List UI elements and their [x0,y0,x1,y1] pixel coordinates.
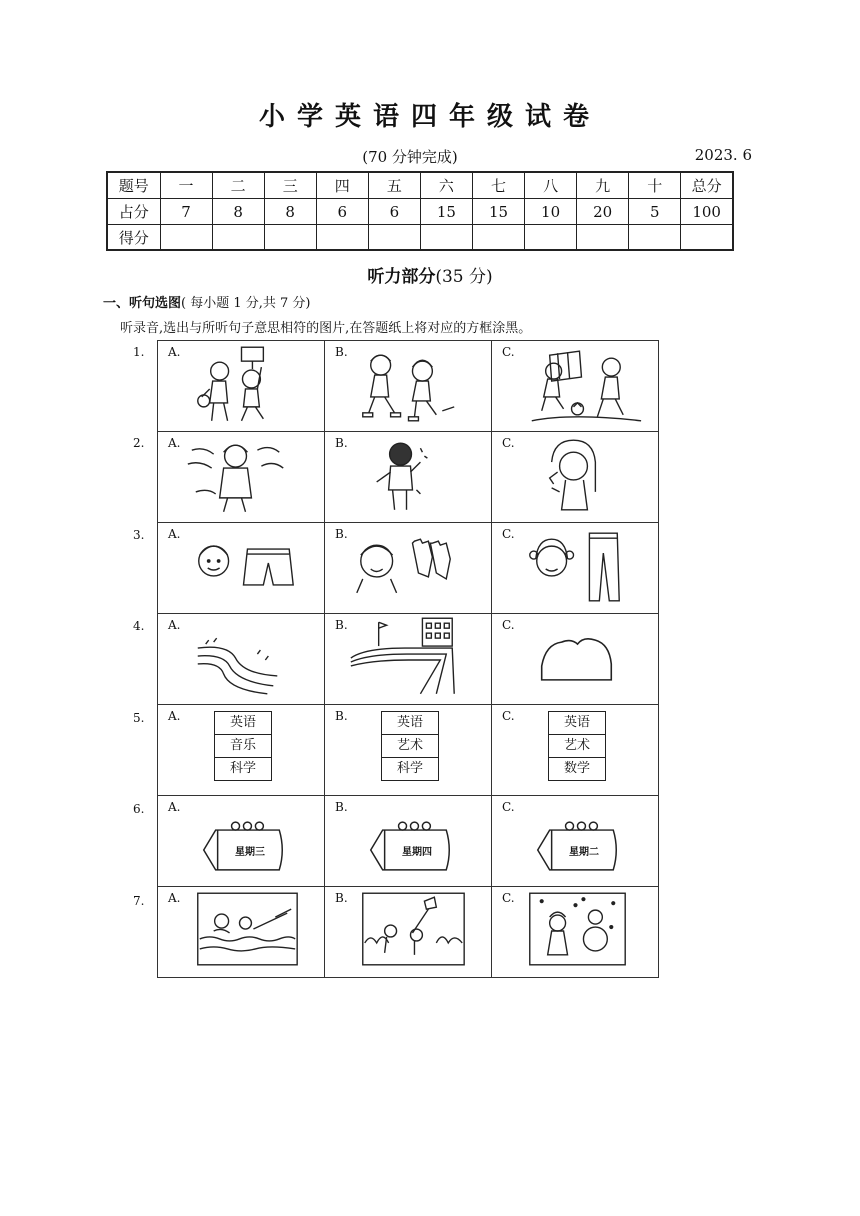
score-row-question-no [107,172,733,199]
calendar-picture [158,796,324,886]
option-cell[interactable] [158,614,325,705]
question-number: 3. [133,528,145,542]
column-header: 七 [472,172,524,199]
hill-picture [492,614,658,704]
score-row-points [107,199,733,225]
boy-and-shorts-picture [158,523,324,613]
part1-instruction: 听录音,选出与所听句子意思相符的图片,在答题纸上将对应的方框涂黑。 [120,321,532,336]
exam-title: 小学英语四年级试卷 [258,102,601,132]
option-cell[interactable] [492,523,659,614]
option-cell[interactable] [325,705,492,796]
option-cell[interactable] [492,887,659,978]
subject-cell: 艺术 [382,735,438,758]
option-cell[interactable] [492,705,659,796]
score-entry-cell[interactable] [160,225,212,251]
option-letter: C. [502,618,515,632]
score-entry-cell[interactable] [212,225,264,251]
column-header: 六 [420,172,472,199]
hot-sweaty-boy-picture [325,432,491,522]
column-header: 总分 [681,172,733,199]
subject-timetable [214,711,272,781]
option-cell[interactable] [325,887,492,978]
points-cell: 5 [629,199,681,225]
option-cell[interactable] [158,432,325,523]
score-entry-cell[interactable] [577,225,629,251]
question-number: 4. [133,619,145,633]
exam-date: 2023. 6 [694,146,752,164]
score-entry-cell[interactable] [525,225,577,251]
score-entry-cell[interactable] [316,225,368,251]
points-cell: 6 [316,199,368,225]
subject-cell: 数学 [563,761,590,776]
column-header: 一 [160,172,212,199]
column-header: 九 [577,172,629,199]
question-row [158,432,659,523]
points-cell: 6 [368,199,420,225]
river-picture [158,614,324,704]
option-letter: C. [502,891,515,905]
row-label: 题号 [107,172,160,199]
score-entry-cell[interactable] [629,225,681,251]
option-letter: B. [335,527,348,541]
option-cell[interactable] [492,796,659,887]
option-cell[interactable] [492,614,659,705]
weekday-label: 星期二 [569,847,599,858]
option-cell[interactable] [325,432,492,523]
swimming-picture [158,887,324,977]
question-number: 1. [133,345,145,359]
score-entry-cell[interactable] [420,225,472,251]
question-row [158,523,659,614]
question-number: 2. [133,436,145,450]
question-row [158,705,659,796]
part1-note: ( 每小题 1 分,共 7 分) [181,296,311,311]
weekday-label: 星期三 [235,847,265,858]
question-row [158,887,659,978]
option-letter: B. [335,709,348,723]
roller-skaters-picture [325,341,491,431]
subject-cell: 科学 [229,761,256,776]
option-letter: A. [168,527,181,541]
option-cell[interactable] [325,614,492,705]
option-letter: A. [168,345,181,359]
score-entry-cell[interactable] [368,225,420,251]
score-entry-cell[interactable] [264,225,316,251]
column-header: 八 [525,172,577,199]
question-row [158,796,659,887]
option-letter: C. [502,800,515,814]
subject-cell: 音乐 [215,735,271,758]
man-and-gloves-picture [325,523,491,613]
option-letter: B. [335,345,348,359]
option-letter: B. [335,618,348,632]
option-letter: C. [502,436,515,450]
option-cell[interactable] [325,796,492,887]
calendar-picture [492,796,658,886]
girl-and-trousers-picture [492,523,658,613]
subject-timetable [548,711,606,781]
part1-heading [103,292,311,311]
option-letter: A. [168,436,181,450]
subject-timetable [381,711,439,781]
option-letter: A. [168,800,181,814]
score-row-obtained [107,225,733,251]
points-cell: 8 [264,199,316,225]
points-cell: 10 [525,199,577,225]
subject-cell: 英语 [382,712,438,735]
option-letter: B. [335,800,348,814]
option-cell[interactable] [492,432,659,523]
part1-title: 一、听句选图 [103,296,182,311]
option-letter: B. [335,891,348,905]
points-cell: 20 [577,199,629,225]
option-cell[interactable] [158,523,325,614]
option-cell[interactable] [158,705,325,796]
subject-cell: 英语 [549,712,605,735]
football-players-picture [492,341,658,431]
question-row [158,614,659,705]
section-points: (35 分) [435,267,493,287]
option-letter: A. [168,618,181,632]
option-cell[interactable] [325,341,492,432]
points-cell: 7 [160,199,212,225]
option-cell[interactable] [492,341,659,432]
option-letter: A. [168,891,181,905]
score-entry-cell[interactable] [472,225,524,251]
weekday-label: 星期四 [402,847,432,858]
subject-cell: 科学 [396,761,423,776]
column-header: 二 [212,172,264,199]
windy-cold-boy-picture [158,432,324,522]
school-playground-picture [325,614,491,704]
row-label: 占分 [107,199,160,225]
option-letter: C. [502,345,515,359]
option-cell[interactable] [325,523,492,614]
question-number: 5. [133,711,145,725]
row-label: 得分 [107,225,160,251]
points-cell: 15 [420,199,472,225]
column-header: 四 [316,172,368,199]
option-letter: C. [502,709,515,723]
option-letter: B. [335,436,348,450]
score-entry-cell[interactable] [681,225,733,251]
subject-cell: 艺术 [549,735,605,758]
points-cell: 15 [472,199,524,225]
points-cell: 8 [212,199,264,225]
subject-cell: 英语 [215,712,271,735]
score-table [106,171,734,251]
section-name: 听力部分 [367,267,436,287]
points-cell: 100 [681,199,733,225]
option-letter: C. [502,527,515,541]
snowman-picture [492,887,658,977]
time-limit: (70 分钟完成) [362,148,458,166]
option-cell[interactable] [158,887,325,978]
column-header: 十 [629,172,681,199]
flying-kite-picture [325,887,491,977]
column-header: 三 [264,172,316,199]
basketball-players-picture [158,341,324,431]
question-number: 7. [133,894,145,908]
calendar-picture [325,796,491,886]
option-cell[interactable] [158,341,325,432]
question-number: 6. [133,802,145,816]
question-row [158,341,659,432]
listening-section-title [0,262,860,287]
option-letter: A. [168,709,181,723]
option-cell[interactable] [158,796,325,887]
sick-girl-picture [492,432,658,522]
picture-options-grid [157,340,659,978]
column-header: 五 [368,172,420,199]
